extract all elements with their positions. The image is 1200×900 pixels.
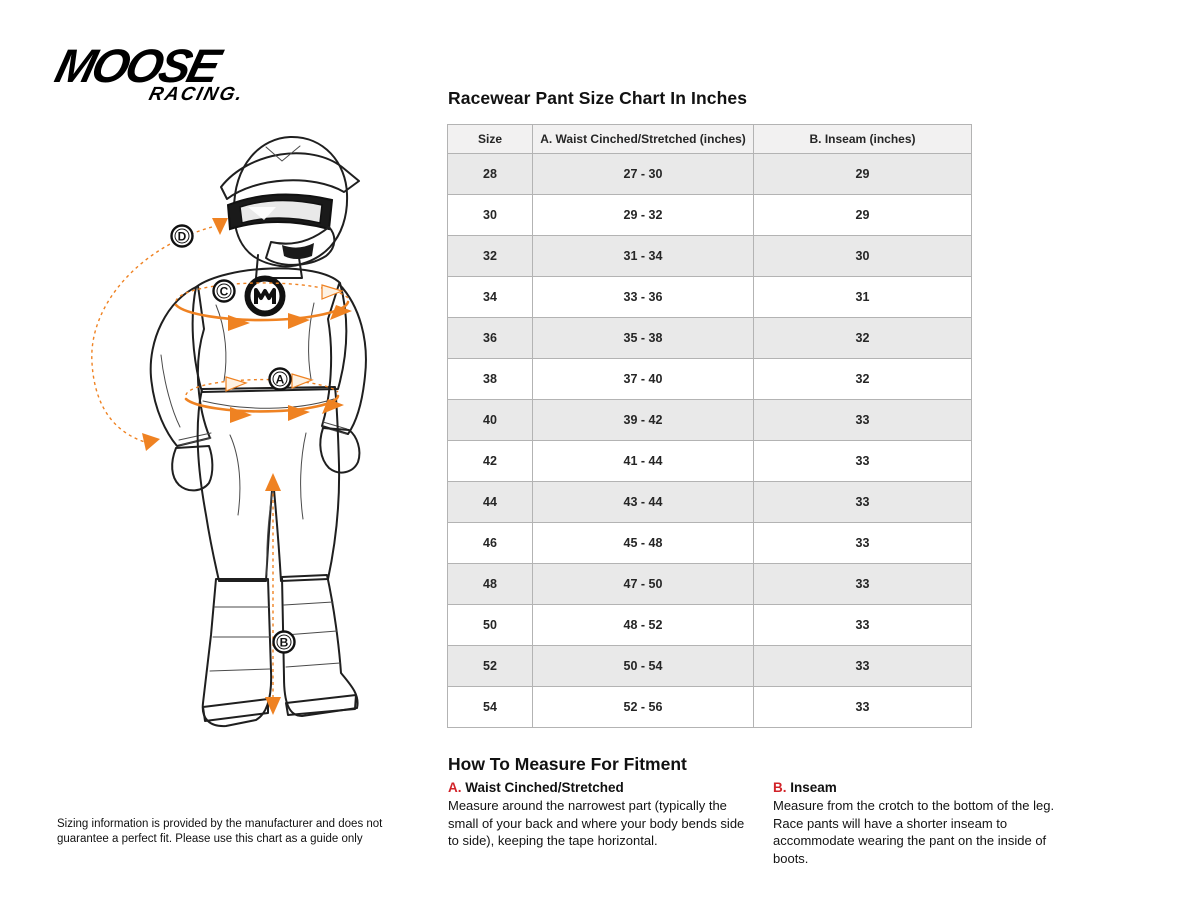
table-cell: 52 - 56	[533, 687, 754, 728]
table-cell: 32	[448, 236, 533, 277]
table-row	[448, 687, 972, 728]
table-cell: 47 - 50	[533, 564, 754, 605]
table-row	[448, 318, 972, 359]
table-cell: 31	[754, 277, 972, 318]
table-cell: 41 - 44	[533, 441, 754, 482]
table-header-row	[448, 125, 972, 154]
table-cell: 36	[448, 318, 533, 359]
col-header-waist: A. Waist Cinched/Stretched (inches)	[533, 125, 754, 154]
chart-title: Racewear Pant Size Chart In Inches	[448, 88, 748, 108]
howto-waist-title-text: Waist Cinched/Stretched	[465, 780, 624, 795]
inseam-arrow-top	[265, 473, 281, 491]
table-cell: 29	[754, 154, 972, 195]
table-cell: 44	[448, 482, 533, 523]
table-cell: 37 - 40	[533, 359, 754, 400]
howto-inseam-title	[773, 780, 1085, 795]
sleeve-arrow	[142, 433, 160, 451]
size-table	[447, 124, 972, 728]
rider-illustration-svg	[30, 115, 430, 755]
marker-inseam	[274, 632, 295, 653]
table-cell: 39 - 42	[533, 400, 754, 441]
table-cell: 48	[448, 564, 533, 605]
table-row	[448, 605, 972, 646]
rider-illustration	[30, 115, 430, 755]
table-cell: 30	[754, 236, 972, 277]
table-cell: 32	[754, 318, 972, 359]
table-cell: 54	[448, 687, 533, 728]
table-cell: 33 - 36	[533, 277, 754, 318]
table-cell: 40	[448, 400, 533, 441]
table-cell: 46	[448, 523, 533, 564]
table-cell: 29 - 32	[533, 195, 754, 236]
col-header-inseam: B. Inseam (inches)	[754, 125, 972, 154]
table-cell: 38	[448, 359, 533, 400]
table-cell: 34	[448, 277, 533, 318]
table-cell: 35 - 38	[533, 318, 754, 359]
table-cell: 43 - 44	[533, 482, 754, 523]
table-cell: 28	[448, 154, 533, 195]
brand-logo-moose: MOOSE	[50, 39, 224, 92]
table-cell: 33	[754, 441, 972, 482]
brand-logo-racing: RACING.	[146, 84, 247, 105]
marker-chest	[214, 281, 235, 302]
table-cell: 45 - 48	[533, 523, 754, 564]
howto-inseam-title-text: Inseam	[790, 780, 837, 795]
table-cell: 33	[754, 482, 972, 523]
table-cell: 31 - 34	[533, 236, 754, 277]
table-row	[448, 564, 972, 605]
brand-logo	[47, 39, 262, 105]
svg-text:A: A	[275, 372, 285, 387]
table-row	[448, 154, 972, 195]
marker-sleeve	[172, 226, 193, 247]
svg-text:B: B	[279, 635, 289, 650]
table-row	[448, 482, 972, 523]
table-row	[448, 441, 972, 482]
table-cell: 33	[754, 564, 972, 605]
howto-waist	[448, 780, 748, 850]
size-table-body	[448, 154, 972, 728]
howto-waist-letter: A.	[448, 780, 462, 795]
table-cell: 42	[448, 441, 533, 482]
col-header-size: Size	[448, 125, 533, 154]
marker-waist	[270, 369, 291, 390]
svg-text:C: C	[219, 284, 229, 299]
table-row	[448, 400, 972, 441]
disclaimer-text: Sizing information is provided by the manufacturer and does not guarantee a perfect fit. Please use this chart as a guide only	[57, 818, 383, 845]
table-cell: 50	[448, 605, 533, 646]
table-cell: 33	[754, 523, 972, 564]
table-cell: 29	[754, 195, 972, 236]
sleeve-measure-line	[92, 227, 212, 443]
table-cell: 33	[754, 605, 972, 646]
collar-arrow	[212, 218, 228, 235]
table-cell: 48 - 52	[533, 605, 754, 646]
howto-inseam-text: Measure from the crotch to the bottom of the leg. Race pants will have a shorter inseam to accommodate wearing the pant on the inside of boots.	[773, 798, 1055, 867]
howto-waist-title	[448, 780, 748, 795]
howto-inseam	[773, 780, 1085, 868]
table-row	[448, 277, 972, 318]
table-cell: 30	[448, 195, 533, 236]
table-cell: 27 - 30	[533, 154, 754, 195]
table-row	[448, 236, 972, 277]
table-cell: 33	[754, 400, 972, 441]
table-row	[448, 195, 972, 236]
howto-inseam-letter: B.	[773, 780, 787, 795]
table-row	[448, 523, 972, 564]
howto-waist-text: Measure around the narrowest part (typically the small of your back and where your body bends side to side), keeping the tape horizontal.	[448, 798, 745, 849]
table-row	[448, 646, 972, 687]
table-cell: 33	[754, 646, 972, 687]
table-row	[448, 359, 972, 400]
table-cell: 33	[754, 687, 972, 728]
measurement-overlays	[92, 218, 352, 715]
table-cell: 50 - 54	[533, 646, 754, 687]
howto-heading: How To Measure For Fitment	[448, 754, 687, 774]
svg-text:D: D	[177, 229, 187, 244]
table-cell: 32	[754, 359, 972, 400]
table-cell: 52	[448, 646, 533, 687]
